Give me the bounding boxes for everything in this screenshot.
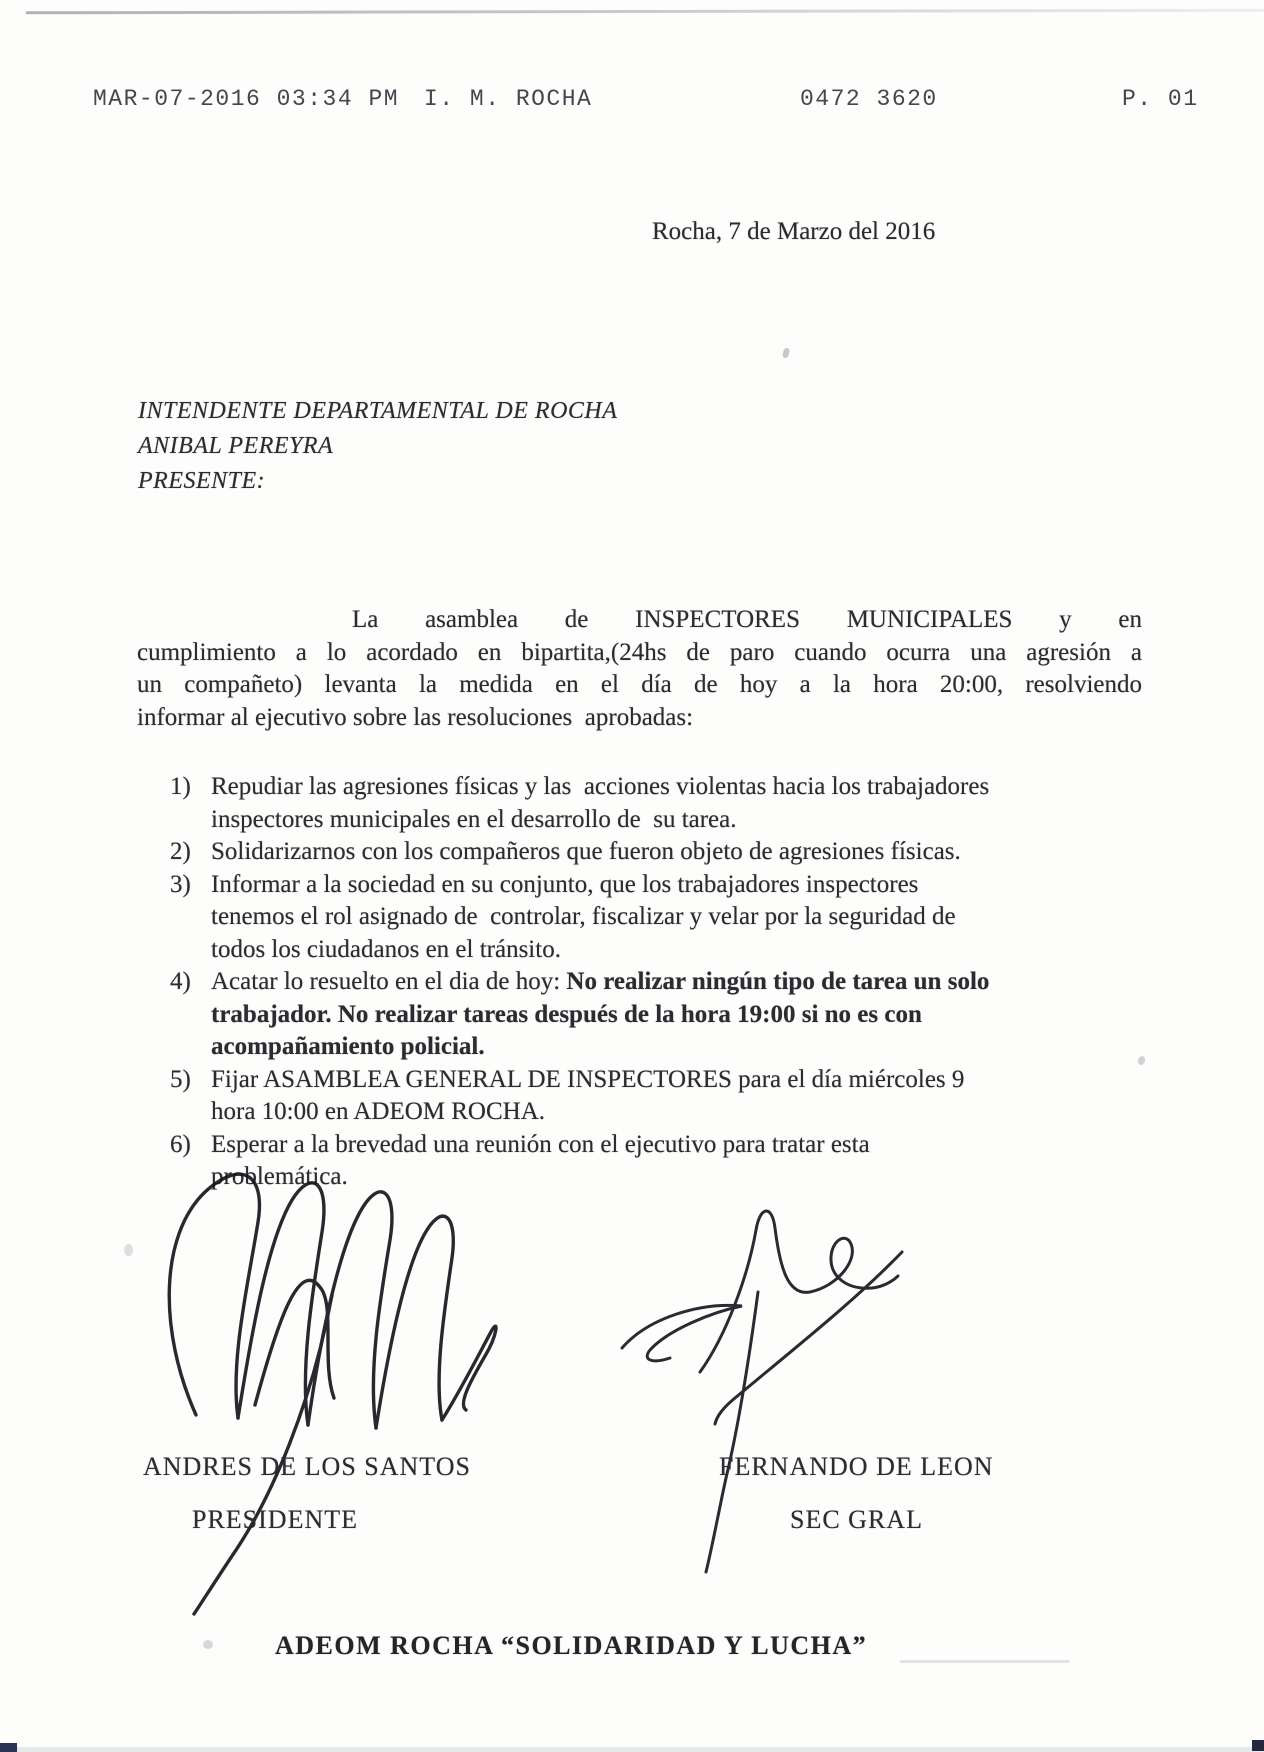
resolution-number: 4)	[170, 968, 191, 995]
recipient-line: ANIBAL PEREYRA	[138, 433, 334, 459]
resolution-line: Esperar a la brevedad una reunión con el ejecutivo para tratar esta	[211, 1130, 870, 1158]
intro-line: La asamblea de INSPECTORES MUNICIPALES y en	[352, 606, 1142, 633]
fax-number: 0472 3620	[800, 86, 938, 112]
resolution-text	[211, 869, 956, 967]
scan-smudge	[900, 1660, 1070, 1663]
resolution-line: Acatar lo resuelto en el dia de hoy: No realizar ningún tipo de tarea un solo	[211, 968, 990, 995]
fax-page-number: P. 01	[1122, 86, 1199, 112]
resolution-line: todos los ciudadanos en el tránsito.	[211, 935, 561, 963]
resolution-line: inspectores municipales en el desarrollo de su tarea.	[211, 805, 737, 833]
resolution-item	[170, 1129, 1150, 1194]
fax-sender-id: I. M. ROCHA	[424, 86, 593, 112]
scan-top-edge-line	[26, 9, 1264, 15]
organization-footer: ADEOM ROCHA “SOLIDARIDAD Y LUCHA”	[275, 1631, 868, 1660]
resolution-number: 5)	[170, 1065, 191, 1093]
resolution-line: Fijar ASAMBLEA GENERAL DE INSPECTORES para el día miércoles 9	[211, 1065, 965, 1093]
resolution-item	[170, 771, 1150, 836]
resolution-text	[211, 836, 961, 869]
intro-line: informar al ejecutivo sobre las resoluciones aprobadas:	[137, 703, 694, 731]
resolution-item	[170, 966, 1150, 1064]
resolution-number: 6)	[170, 1130, 191, 1158]
resolution-line: Repudiar las agresiones físicas y las acciones violentas hacia los trabajadores	[211, 773, 990, 800]
scan-bottom-edge-band	[0, 1747, 1264, 1752]
signature-name-fernando: FERNANDO DE LEON	[719, 1452, 994, 1481]
signature-name-andres: ANDRES DE LOS SANTOS	[143, 1452, 471, 1481]
resolution-line: Solidarizarnos con los compañeros que fueron objeto de agresiones físicas.	[211, 838, 961, 865]
resolution-list	[170, 771, 1150, 1194]
resolution-number: 3)	[170, 870, 191, 898]
resolution-text	[211, 1064, 964, 1129]
fax-timestamp: MAR-07-2016 03:34 PM	[93, 86, 400, 112]
resolution-text	[211, 771, 989, 836]
resolution-text	[211, 966, 989, 1064]
resolution-number: 2)	[170, 838, 191, 865]
intro-line: cumplimiento a lo acordado en bipartita,(24hs de paro cuando ocurra una agresión a	[137, 638, 1142, 666]
resolution-item	[170, 836, 1150, 869]
intro-line: un compañeto) levanta la medida en el día de hoy a la hora 20:00, resolviendo	[137, 671, 1142, 698]
resolution-item	[170, 1064, 1150, 1129]
recipient-line: PRESENTE:	[138, 468, 266, 494]
scan-speck	[124, 1244, 133, 1256]
signature-andres-scribble	[169, 1174, 496, 1614]
resolution-text	[211, 1129, 870, 1194]
scan-bottom-left-mark	[0, 1743, 17, 1752]
recipient-block	[138, 394, 617, 499]
resolution-number: 1)	[170, 773, 191, 800]
resolution-line: tenemos el rol asignado de controlar, fiscalizar y velar por la seguridad de	[211, 903, 956, 930]
resolution-item	[170, 869, 1150, 967]
resolution-line: trabajador. No realizar tareas después de la hora 19:00 si no es con	[211, 1000, 922, 1028]
resolution-line: hora 10:00 en ADEOM ROCHA.	[211, 1098, 546, 1125]
recipient-line: INTENDENTE DEPARTAMENTAL DE ROCHA	[138, 398, 618, 424]
scan-bottom-right-mark	[1252, 1740, 1264, 1751]
signature-title-sec-gral: SEC GRAL	[790, 1505, 923, 1534]
signature-title-presidente: PRESIDENTE	[192, 1505, 358, 1534]
resolution-line: Informar a la sociedad en su conjunto, que los trabajadores inspectores	[211, 870, 919, 898]
resolution-line: acompañamiento policial.	[211, 1033, 485, 1060]
resolution-line: problemática.	[211, 1163, 348, 1190]
intro-paragraph	[137, 604, 1142, 734]
scan-speck	[203, 1640, 213, 1649]
scan-speck	[782, 347, 790, 358]
letter-date-line: Rocha, 7 de Marzo del 2016	[652, 218, 936, 245]
